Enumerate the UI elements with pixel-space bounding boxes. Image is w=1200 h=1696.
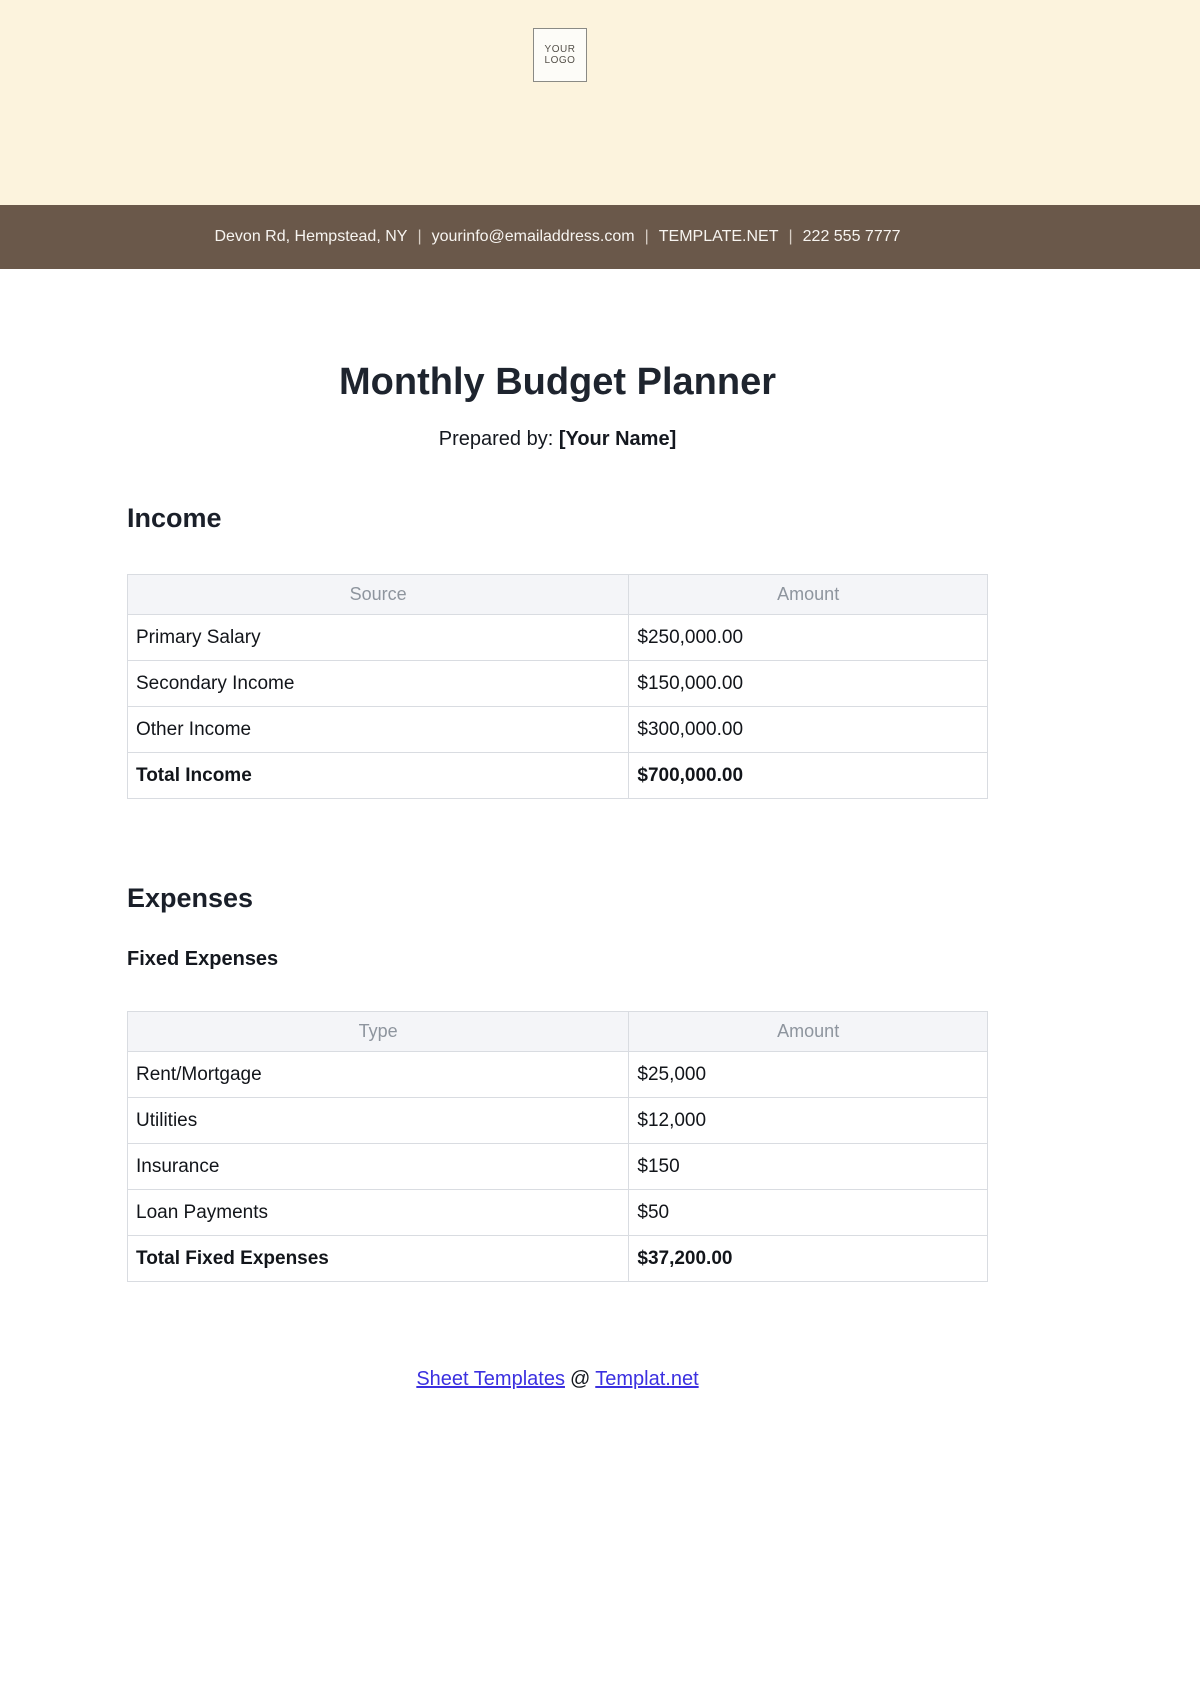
separator: | (644, 228, 649, 245)
income-table-header-row (128, 575, 988, 615)
row-label: Loan Payments (128, 1190, 629, 1236)
templat-net-link[interactable]: Templat.net (595, 1368, 699, 1390)
table-row (128, 1144, 988, 1190)
column-header-type: Type (128, 1012, 629, 1052)
prepared-by-name: [Your Name] (558, 428, 677, 450)
total-row (128, 753, 988, 799)
table-row (128, 1098, 988, 1144)
expenses-section-heading: Expenses (127, 883, 254, 913)
row-label: Total Income (128, 753, 629, 799)
logo-text-line1: YOUR (544, 43, 576, 55)
footer-at-text: @ (569, 1368, 591, 1390)
top-cream-band (0, 0, 1200, 205)
page-title: Monthly Budget Planner (339, 361, 776, 403)
row-label: Secondary Income (128, 661, 629, 707)
contact-bar (0, 205, 1200, 269)
prepared-by-label: Prepared by: (438, 428, 554, 450)
contact-website: TEMPLATE.NET (658, 228, 779, 245)
income-table (127, 574, 988, 799)
row-amount: $150 (629, 1144, 988, 1190)
row-label: Rent/Mortgage (128, 1052, 629, 1098)
column-header-amount: Amount (629, 1012, 988, 1052)
row-label: Primary Salary (128, 615, 629, 661)
row-amount: $700,000.00 (629, 753, 988, 799)
table-row (128, 1190, 988, 1236)
contact-email: yourinfo@emailaddress.com (431, 228, 635, 245)
row-amount: $300,000.00 (629, 707, 988, 753)
row-amount: $25,000 (629, 1052, 988, 1098)
table-row (128, 615, 988, 661)
prepared-by-line (127, 428, 988, 451)
row-amount: $12,000 (629, 1098, 988, 1144)
table-row (128, 1052, 988, 1098)
contact-address: Devon Rd, Hempstead, NY (214, 228, 408, 245)
logo-text-line2: LOGO (544, 55, 576, 66)
income-section-heading: Income (127, 503, 222, 533)
row-amount: $37,200.00 (629, 1236, 988, 1282)
footer (127, 1368, 988, 1391)
table-row (128, 661, 988, 707)
separator: | (417, 228, 422, 245)
row-amount: $150,000.00 (629, 661, 988, 707)
document-body (127, 361, 988, 1391)
row-label: Total Fixed Expenses (128, 1236, 629, 1282)
fixed-expenses-subheading: Fixed Expenses (127, 948, 279, 970)
row-label: Insurance (128, 1144, 629, 1190)
column-header-amount: Amount (629, 575, 988, 615)
row-amount: $50 (629, 1190, 988, 1236)
total-row (128, 1236, 988, 1282)
row-label: Other Income (128, 707, 629, 753)
sheet-templates-link[interactable]: Sheet Templates (416, 1368, 565, 1390)
expenses-table (127, 1011, 988, 1282)
row-label: Utilities (128, 1098, 629, 1144)
column-header-source: Source (128, 575, 629, 615)
row-amount: $250,000.00 (629, 615, 988, 661)
expenses-table-header-row (128, 1012, 988, 1052)
table-row (128, 707, 988, 753)
separator: | (788, 228, 793, 245)
logo (533, 28, 587, 82)
contact-phone: 222 555 7777 (802, 228, 901, 245)
